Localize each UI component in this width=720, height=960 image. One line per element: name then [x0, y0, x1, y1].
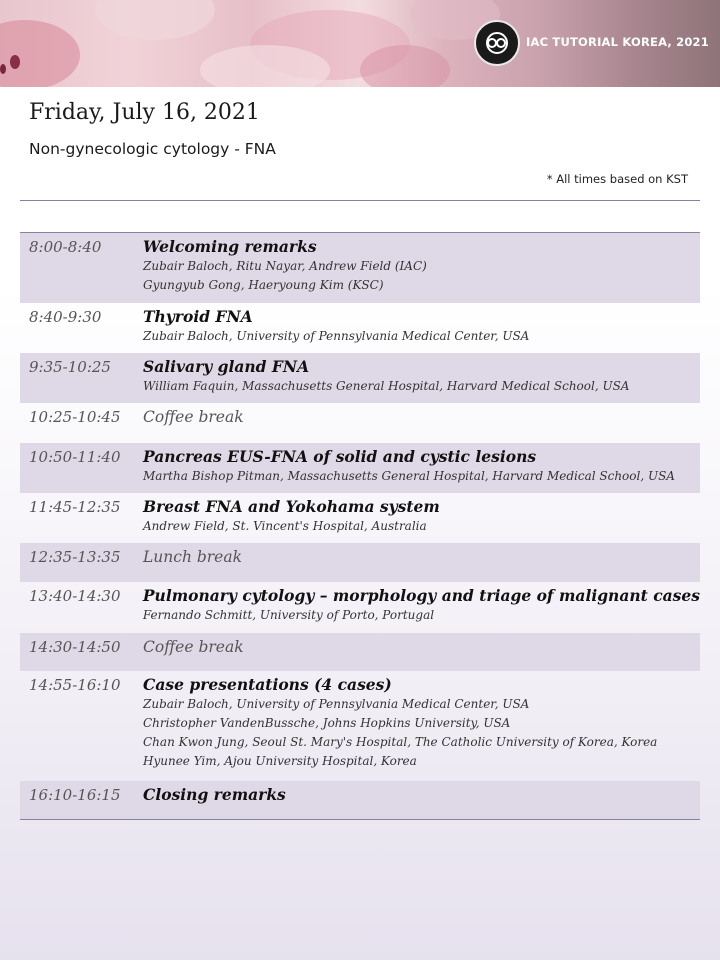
session-content [143, 637, 700, 667]
schedule-row [20, 671, 700, 781]
session-title: Pancreas EUS-FNA of solid and cystic lesions [143, 447, 537, 466]
session-time: 8:00-8:40 [29, 238, 102, 256]
session-title: Thyroid FNA [143, 307, 253, 326]
session-content [143, 547, 700, 578]
session-speaker: Fernando Schmitt, University of Porto, Portugal [142, 608, 435, 622]
banner-texture [0, 64, 6, 74]
timezone-note: * All times based on KST [546, 172, 688, 186]
banner-texture [10, 55, 20, 69]
schedule-table [20, 232, 700, 820]
schedule-row [20, 233, 700, 303]
session-content [143, 237, 700, 299]
session-speaker: Gyungyub Gong, Haeryoung Kim (KSC) [143, 278, 384, 292]
session-title: Coffee break [143, 638, 244, 656]
banner-texture [200, 45, 330, 87]
schedule-row [20, 403, 700, 443]
schedule-row [20, 303, 700, 353]
banner-texture [95, 0, 215, 40]
schedule-row [20, 353, 700, 403]
session-title: Coffee break [143, 408, 244, 426]
session-speaker: Martha Bishop Pitman, Massachusetts General Hospital, Harvard Medical School, USA [143, 469, 675, 483]
brand-title: IAC TUTORIAL KOREA, 2021 [526, 35, 709, 49]
session-time: 14:55-16:10 [29, 676, 121, 694]
schedule-row [20, 781, 700, 819]
session-content [143, 675, 700, 777]
session-content [143, 407, 700, 439]
schedule-row [20, 633, 700, 671]
session-content [143, 307, 700, 349]
session-speaker: Christopher VandenBussche, Johns Hopkins University, USA [143, 716, 511, 730]
session-title: Pulmonary cytology – morphology and triage of malignant cases [142, 586, 700, 605]
session-speaker: Zubair Baloch, University of Pennsylvania Medical Center, USA [143, 697, 530, 711]
schedule-row [20, 543, 700, 582]
session-speaker: Zubair Baloch, University of Pennsylvania Medical Center, USA [143, 329, 530, 343]
session-speaker: Zubair Baloch, Ritu Nayar, Andrew Field (IAC) [143, 259, 427, 273]
session-speaker: Chan Kwon Jung, Seoul St. Mary's Hospital, The Catholic University of Korea, Korea [143, 735, 658, 749]
session-title: Salivary gland FNA [143, 357, 310, 376]
session-speaker: Hyunee Yim, Ajou University Hospital, Korea [143, 754, 417, 768]
iac-logo-icon [474, 20, 520, 66]
schedule-row [20, 582, 700, 633]
page-title: Friday, July 16, 2021 [29, 100, 260, 125]
session-time: 8:40-9:30 [29, 308, 102, 326]
session-time: 10:50-11:40 [29, 448, 121, 466]
session-title: Case presentations (4 cases) [143, 675, 392, 694]
session-speaker: Andrew Field, St. Vincent's Hospital, Australia [143, 519, 427, 533]
session-title: Closing remarks [143, 785, 286, 804]
page-subtitle: Non-gynecologic cytology - FNA [29, 140, 276, 158]
session-time: 10:25-10:45 [29, 408, 121, 426]
session-time: 9:35-10:25 [29, 358, 111, 376]
session-time: 16:10-16:15 [29, 786, 121, 804]
schedule-row [20, 443, 700, 493]
session-content [143, 586, 700, 629]
session-speaker: William Faquin, Massachusetts General Hospital, Harvard Medical School, USA [143, 379, 630, 393]
banner-texture [360, 45, 450, 87]
session-content [143, 785, 700, 815]
session-content [143, 447, 700, 489]
banner-texture [0, 20, 80, 87]
session-content [143, 357, 700, 399]
session-title: Breast FNA and Yokohama system [143, 497, 440, 516]
schedule-row [20, 493, 700, 543]
session-title: Welcoming remarks [143, 237, 317, 256]
session-time: 14:30-14:50 [29, 638, 121, 656]
session-title: Lunch break [143, 548, 242, 566]
session-time: 11:45-12:35 [29, 498, 121, 516]
session-time: 13:40-14:30 [29, 587, 121, 605]
header-banner [0, 0, 720, 87]
divider [20, 200, 700, 201]
session-time: 12:35-13:35 [29, 548, 121, 566]
session-content [143, 497, 700, 539]
